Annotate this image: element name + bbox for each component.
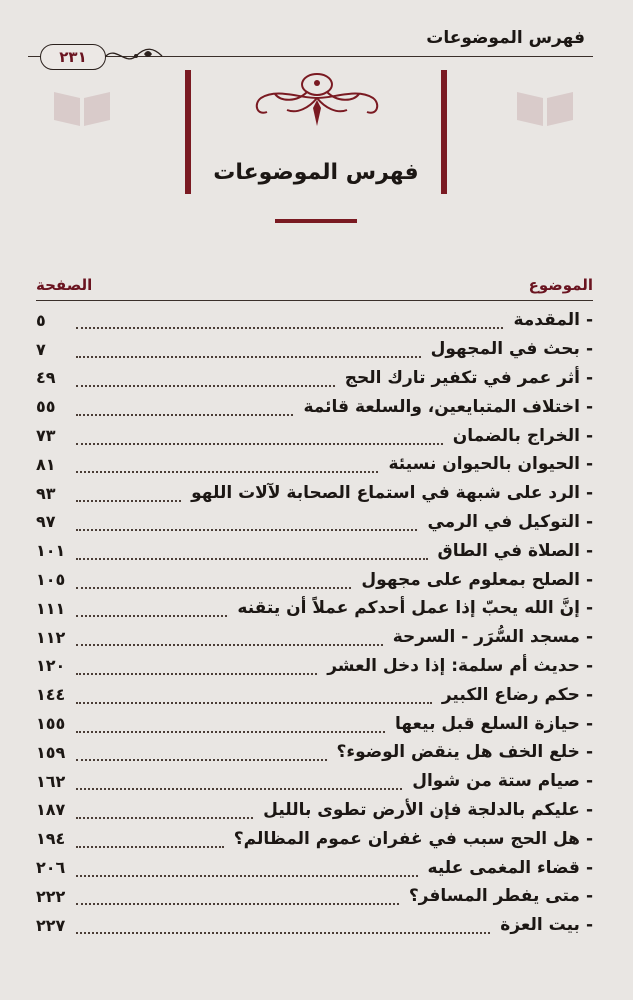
entry-bullet: - (585, 655, 593, 676)
entry-bullet: - (585, 339, 593, 360)
running-header-title: فهرس الموضوعات (426, 28, 585, 48)
entry-title: خلع الخف هل ينقض الوضوء؟ (336, 742, 580, 763)
toc-entry[interactable] (36, 623, 593, 652)
entry-bullet: - (585, 569, 593, 590)
entry-page-number: ١٤٤ (36, 685, 66, 705)
entry-title: الحيوان بالحيوان نسيئة (388, 454, 580, 475)
toc-entry[interactable] (36, 392, 593, 421)
entry-page-number: ٤٩ (36, 368, 56, 388)
toc-entry[interactable] (36, 536, 593, 565)
dot-leader (76, 500, 181, 502)
heading-frame-right (441, 70, 447, 194)
entry-bullet: - (585, 396, 593, 417)
entry-bullet: - (585, 857, 593, 878)
entry-page-number: ١٩٤ (36, 829, 66, 849)
entry-title: حكم رضاع الكبير (441, 684, 580, 705)
entry-title: اختلاف المتبايعين، والسلعة قائمة (303, 396, 580, 417)
entry-title: الصلاة في الطاق (437, 540, 580, 561)
entry-bullet: - (585, 742, 593, 763)
entry-page-number: ١٦٢ (36, 771, 66, 791)
entry-bullet: - (585, 454, 593, 475)
toc-entry[interactable] (36, 335, 593, 364)
dot-leader (76, 414, 293, 416)
entry-title: متى يفطر المسافر؟ (408, 886, 580, 907)
entry-bullet: - (585, 511, 593, 532)
entry-title: الخراج بالضمان (452, 425, 580, 446)
toc-entry[interactable] (36, 911, 593, 940)
open-book-icon (50, 84, 114, 130)
dot-leader (76, 644, 383, 646)
entry-page-number: ١٠١ (36, 541, 66, 561)
entry-bullet: - (585, 425, 593, 446)
entry-title: حديث أم سلمة: إذا دخل العشر (327, 655, 580, 676)
entry-title: قضاء المغمى عليه (427, 857, 580, 878)
flourish-icon (104, 44, 164, 68)
entry-page-number: ٧ (36, 339, 46, 359)
entry-page-number: ٨١ (36, 454, 56, 474)
dot-leader (76, 529, 417, 531)
entry-title: بيت العزة (500, 915, 580, 936)
entry-page-number: ١٨٧ (36, 800, 66, 820)
entry-page-number: ١٥٩ (36, 742, 66, 762)
dot-leader (76, 615, 227, 617)
heading-frame-left (185, 70, 191, 194)
entry-bullet: - (585, 627, 593, 648)
entry-page-number: ٢٢٧ (36, 915, 66, 935)
toc-entry[interactable] (36, 680, 593, 709)
entry-title: صيام ستة من شوال (412, 771, 580, 792)
entry-title: هل الحج سبب في غفران عموم المظالم؟ (233, 828, 580, 849)
dot-leader (76, 558, 428, 560)
entry-bullet: - (585, 684, 593, 705)
dot-leader (76, 903, 399, 905)
entry-title: مسجد السُّرَر - السرحة (392, 627, 580, 648)
dot-leader (76, 673, 317, 675)
section-title: فهرس الموضوعات (213, 160, 419, 185)
entry-title: الصلح بمعلوم على مجهول (361, 569, 580, 590)
dot-leader (76, 788, 402, 790)
toc-entry[interactable] (36, 306, 593, 335)
toc-entry[interactable] (36, 479, 593, 508)
entry-bullet: - (585, 799, 593, 820)
dot-leader (76, 471, 378, 473)
entry-title: المقدمة (513, 310, 580, 331)
entry-bullet: - (585, 771, 593, 792)
entry-bullet: - (585, 828, 593, 849)
entry-title: إنَّ الله يحبّ إذا عمل أحدكم عملاً أن يتقنه (237, 598, 580, 619)
ornament-icon (247, 68, 387, 130)
entry-bullet: - (585, 598, 593, 619)
entry-title: حيازة السلع قبل بيعها (394, 713, 580, 734)
entry-page-number: ٥٥ (36, 397, 56, 417)
entry-title: عليكم بالدلجة فإن الأرض تطوى بالليل (263, 799, 580, 820)
entry-bullet: - (585, 540, 593, 561)
entry-page-number: ١٠٥ (36, 570, 66, 590)
toc-entry[interactable] (36, 421, 593, 450)
open-book-icon (513, 84, 577, 130)
toc-entry[interactable] (36, 450, 593, 479)
column-header-page: الصفحة (36, 276, 93, 294)
toc-entry[interactable] (36, 709, 593, 738)
entry-page-number: ١٢٠ (36, 656, 66, 676)
entry-title: الرد على شبهة في استماع الصحابة لآلات اللهو (191, 483, 580, 504)
toc-entry[interactable] (36, 738, 593, 767)
toc-entry[interactable] (36, 364, 593, 393)
toc-entry[interactable] (36, 767, 593, 796)
entry-bullet: - (585, 886, 593, 907)
dot-leader (76, 385, 335, 387)
entry-page-number: ٩٧ (36, 512, 56, 532)
dot-leader (76, 875, 418, 877)
toc-entry[interactable] (36, 508, 593, 537)
entry-page-number: ١١١ (36, 598, 66, 618)
column-header-topic: الموضوع (528, 276, 593, 294)
toc-entry[interactable] (36, 882, 593, 911)
dot-leader (76, 587, 351, 589)
dot-leader (76, 327, 503, 329)
dot-leader (76, 817, 253, 819)
dot-leader (76, 702, 432, 704)
page-number-badge: ٢٣١ (40, 44, 106, 70)
toc-entry[interactable] (36, 853, 593, 882)
dot-leader (76, 443, 443, 445)
entry-page-number: ٢٢٢ (36, 886, 66, 906)
dot-leader (76, 846, 224, 848)
toc-entry[interactable] (36, 652, 593, 681)
toc-list (36, 306, 593, 940)
dot-leader (76, 356, 421, 358)
entry-bullet: - (585, 367, 593, 388)
entry-page-number: ١٥٥ (36, 714, 66, 734)
toc-entry[interactable] (36, 796, 593, 825)
toc-entry[interactable] (36, 594, 593, 623)
dot-leader (76, 759, 327, 761)
dot-leader (76, 731, 385, 733)
toc-entry[interactable] (36, 824, 593, 853)
entry-bullet: - (585, 483, 593, 504)
entry-page-number: ٩٣ (36, 483, 56, 503)
title-underline (275, 219, 357, 223)
entry-title: بحث في المجهول (430, 339, 580, 360)
entry-bullet: - (585, 310, 593, 331)
entry-page-number: ١١٢ (36, 627, 66, 647)
entry-bullet: - (585, 915, 593, 936)
entry-title: أثر عمر في تكفير تارك الحج (344, 367, 580, 388)
entry-bullet: - (585, 713, 593, 734)
entry-page-number: ٥ (36, 310, 46, 330)
toc-entry[interactable] (36, 565, 593, 594)
column-header-rule (36, 300, 593, 301)
entry-page-number: ٢٠٦ (36, 858, 66, 878)
entry-page-number: ٧٣ (36, 426, 56, 446)
entry-title: التوكيل في الرمي (427, 511, 580, 532)
dot-leader (76, 932, 490, 934)
